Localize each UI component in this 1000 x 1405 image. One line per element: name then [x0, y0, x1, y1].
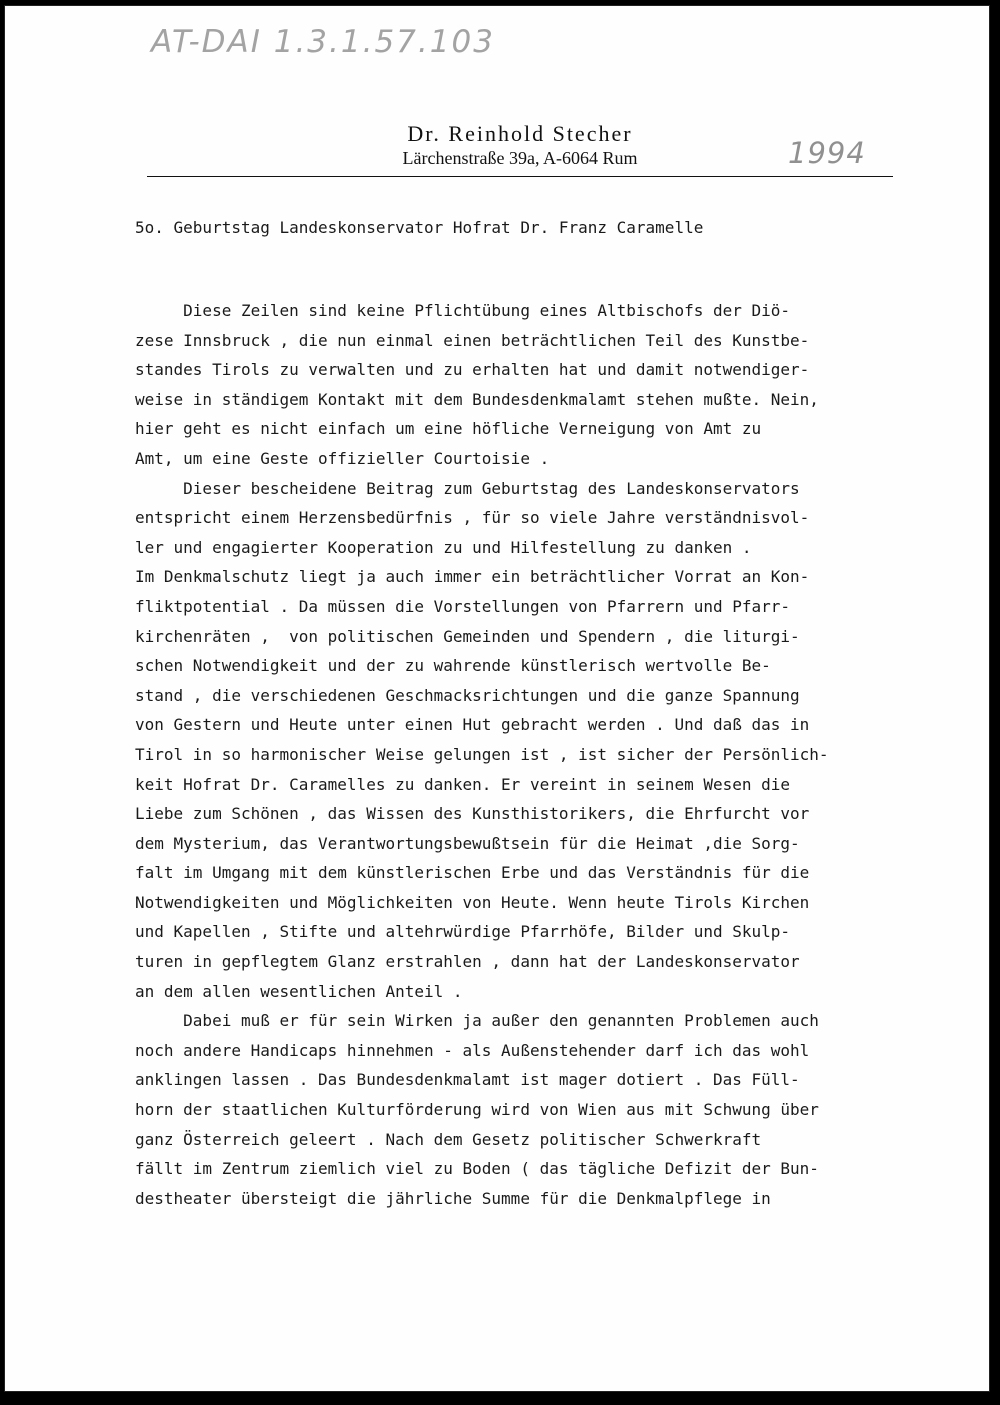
body-line: schen Notwendigkeit und der zu wahrende künstlerisch wertvolle Be-	[135, 656, 771, 676]
body-line: fliktpotential . Da müssen die Vorstellungen von Pfarrern und Pfarr-	[135, 596, 791, 616]
body-line: horn der staatlichen Kulturförderung wird von Wien aus mit Schwung über	[135, 1100, 819, 1120]
body-line: standes Tirols zu verwalten und zu erhalten hat und damit notwendiger-	[135, 360, 810, 380]
body-line: von Gestern und Heute unter einen Hut gebracht werden . Und daß das in	[135, 715, 810, 735]
body-line: hier geht es nicht einfach um eine höfliche Verneigung von Amt zu	[135, 419, 762, 439]
letter-page	[4, 5, 990, 1392]
archive-reference-handwritten: AT-DAI 1.3.1.57.103	[151, 24, 495, 60]
body-line: Dieser bescheidene Beitrag zum Geburtstag des Landeskonservators	[135, 478, 800, 498]
body-line: stand , die verschiedenen Geschmacksrichtungen und die ganze Spannung	[135, 685, 800, 705]
body-line: Liebe zum Schönen , das Wissen des Kunsthistorikers, die Ehrfurcht vor	[135, 804, 810, 824]
body-line: Diese Zeilen sind keine Pflichtübung eines Altbischofs der Diö-	[135, 301, 791, 320]
letterhead	[147, 114, 893, 177]
body-line: falt im Umgang mit dem künstlerischen Erbe und das Verständnis für die	[135, 863, 810, 883]
letter-body	[135, 296, 829, 1213]
year-handwritten: 1994	[788, 136, 866, 170]
letterhead-name: Dr. Reinhold Stecher	[407, 121, 633, 146]
body-line: fällt im Zentrum ziemlich viel zu Boden ( das tägliche Defizit der Bun-	[135, 1159, 819, 1179]
body-line: anklingen lassen . Das Bundesdenkmalamt ist mager dotiert . Das Füll-	[135, 1070, 800, 1090]
body-line: ler und engagierter Kooperation zu und Hilfestellung zu danken .	[135, 537, 752, 557]
body-line: turen in gepflegtem Glanz erstrahlen , dann hat der Landeskonservator	[135, 952, 800, 972]
letterhead-address: Lärchenstraße 39a, A-6064 Rum	[402, 148, 638, 168]
body-line: ganz Österreich geleert . Nach dem Gesetz politischer Schwerkraft	[135, 1129, 762, 1149]
body-line: noch andere Handicaps hinnehmen - als Außenstehender darf ich das wohl	[135, 1040, 810, 1060]
body-line: entspricht einem Herzensbedürfnis , für so viele Jahre verständnisvol-	[135, 508, 810, 528]
body-line: kirchenräten , von politischen Gemeinden und Spendern , die liturgi-	[135, 626, 800, 646]
body-line: weise in ständigem Kontakt mit dem Bundesdenkmalamt stehen mußte. Nein,	[135, 389, 819, 409]
body-line: Tirol in so harmonischer Weise gelungen ist , ist sicher der Persönlich-	[135, 744, 829, 764]
body-line: Dabei muß er für sein Wirken ja außer den genannten Problemen auch	[135, 1011, 819, 1031]
letter-subject: 5o. Geburtstag Landeskonservator Hofrat Dr. Franz Caramelle	[135, 218, 704, 237]
body-line: zese Innsbruck , die nun einmal einen beträchtlichen Teil des Kunstbe-	[135, 330, 810, 350]
body-line: Notwendigkeiten und Möglichkeiten von Heute. Wenn heute Tirols Kirchen	[135, 892, 810, 912]
body-line: Im Denkmalschutz liegt ja auch immer ein beträchtlicher Vorrat an Kon-	[135, 567, 810, 587]
body-line: Amt, um eine Geste offizieller Courtoisie .	[135, 448, 550, 468]
body-line: an dem allen wesentlichen Anteil .	[135, 981, 463, 1001]
body-line: dem Mysterium, das Verantwortungsbewußtsein für die Heimat ,die Sorg-	[135, 833, 800, 853]
body-line: destheater übersteigt die jährliche Summe für die Denkmalpflege in	[135, 1188, 771, 1208]
body-line: und Kapellen , Stifte und altehrwürdige Pfarrhöfe, Bilder und Skulp-	[135, 922, 791, 942]
body-line: keit Hofrat Dr. Caramelles zu danken. Er vereint in seinem Wesen die	[135, 774, 791, 794]
